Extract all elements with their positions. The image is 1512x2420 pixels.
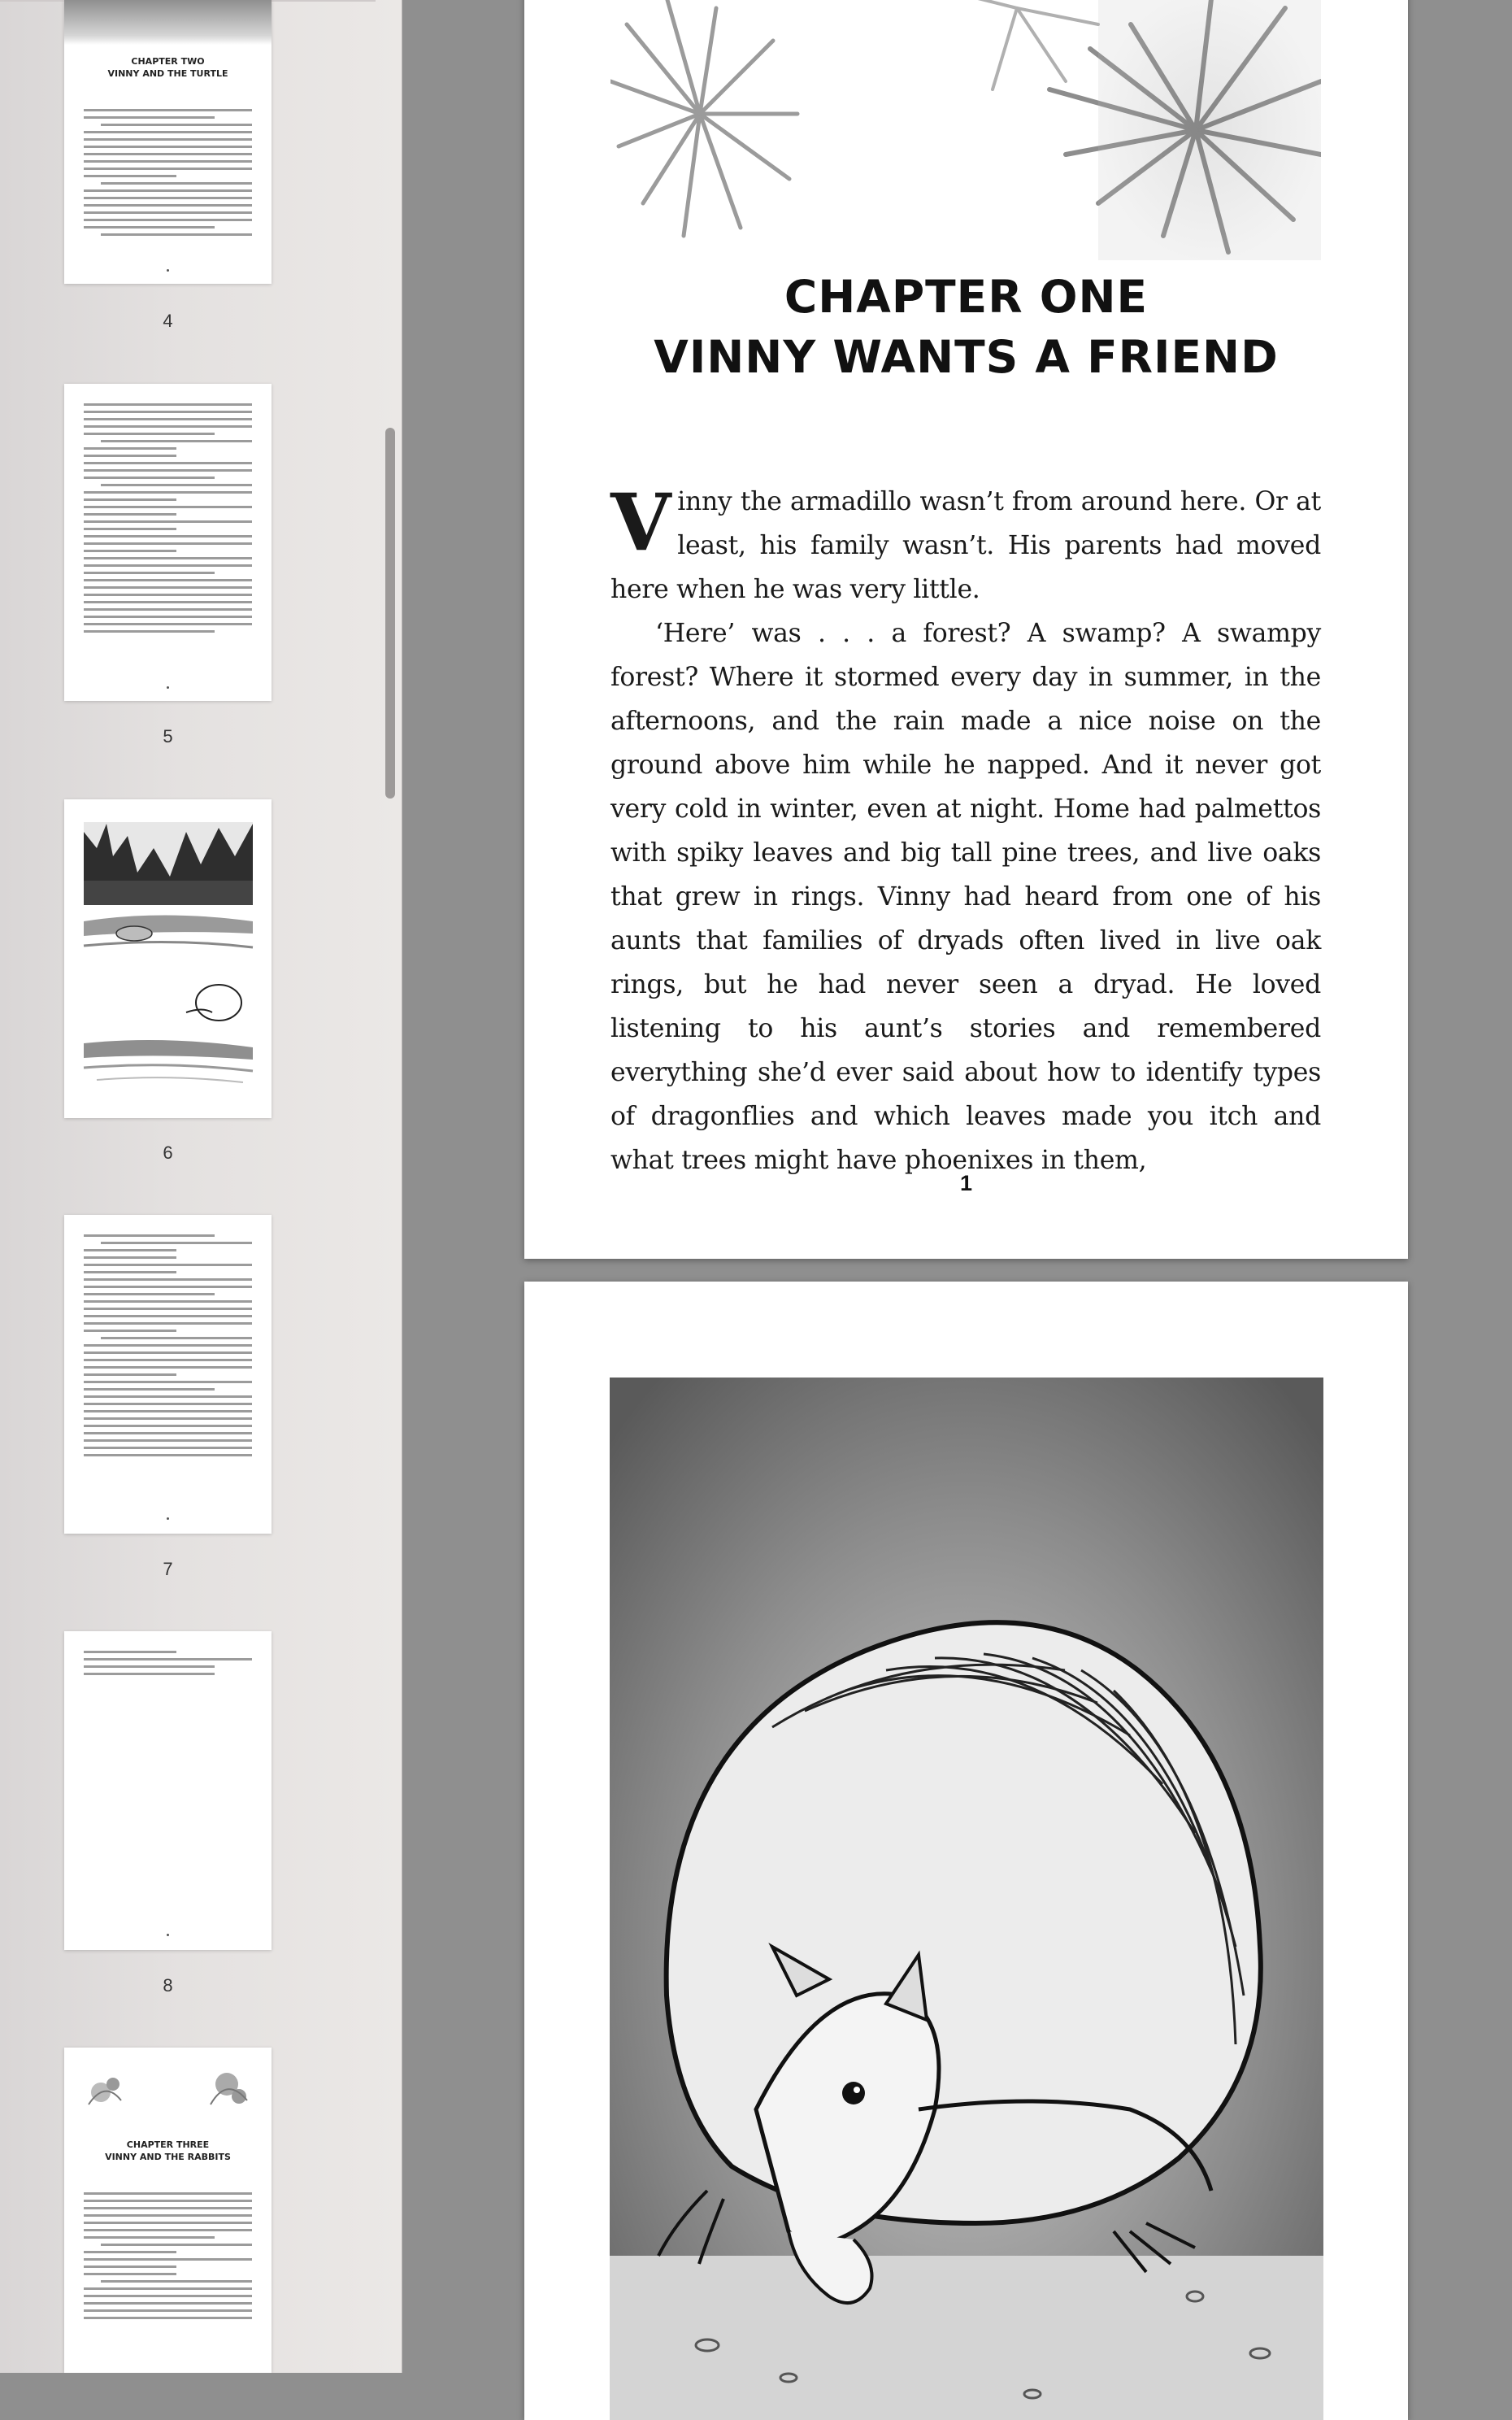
thumbnail-illustration [64,799,272,1118]
thumbnail-page-label: 8 [163,1975,173,1996]
chapter-number: CHAPTER ONE [784,271,1149,323]
thumbnail-header-art [64,2064,272,2113]
paragraph-1 [610,477,1321,612]
page-thumbnail-5[interactable] [64,384,272,701]
page-number: 1 [959,1171,973,1195]
thumbnail-page-label: 4 [163,311,173,331]
chapter-title: VINNY WANTS A FRIEND [654,331,1279,383]
thumbnail-text-lines [84,109,252,241]
thumbnail-page-label: 6 [163,1143,173,1163]
thumbnail-text-lines [84,2192,252,2324]
paragraph-2: ‘Here’ was . . . a forest? A swamp? A swampy forest? Where it stormed every day in summer, in the afternoons, and the rain made a nice noise on the ground above him while he napped. And it never got very cold in winter, even at night. Home had palmettos with spiky leaves and big tall pine trees, and live oaks that grew in rings. Vinny had heard from one of his aunts that families of dryads often lived in live oak rings, but he had never seen a dryad. He loved listening to his aunt’s stories and remembered everything she’d ever said about how to identify types of dragonflies and which leaves made you itch and what trees might have phoenixes in them, [610,619,1321,1175]
paragraph-1-text: inny the armadillo wasn’t from around here. Or at least, his family wasn’t. His parents had moved here when he was very little. [610,487,1321,604]
document-page-1 [524,0,1408,1259]
page-thumbnail-9[interactable] [64,2048,272,2373]
page-thumbnail-6[interactable] [64,799,272,1118]
armadillo-illustration [610,1378,1323,2420]
document-page-2 [524,1282,1408,2420]
sidebar-scrollbar[interactable] [385,428,395,799]
chapter-body-text [610,477,1321,1182]
thumbnail-header-art [64,0,272,45]
page-thumbnail-4[interactable] [64,0,272,284]
thumbnail-text-lines [84,1234,252,1461]
thumbnail-text-lines [84,403,252,638]
thumbnail-sidebar [0,0,402,2373]
thumbnail-page-label: 7 [163,1559,173,1579]
thumbnail-text-lines [84,1651,252,1680]
page-thumbnail-7[interactable] [64,1215,272,1534]
page-thumbnail-8[interactable] [64,1631,272,1950]
drop-cap: V [610,477,671,568]
chapter-heading [524,267,1408,387]
thumbnail-chapter-title: CHAPTER TWO VINNY AND THE TURTLE [107,56,228,79]
thumbnail-page-label: 5 [163,726,173,746]
thumbnail-chapter-title: CHAPTER THREE VINNY AND THE RABBITS [105,2139,231,2162]
